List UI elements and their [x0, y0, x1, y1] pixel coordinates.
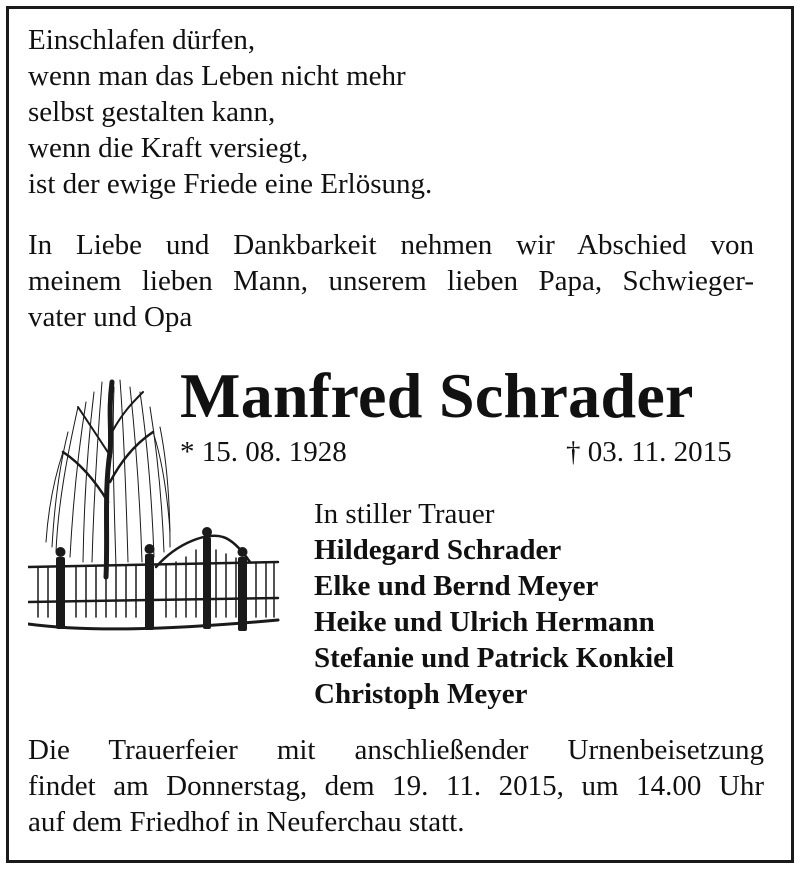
poem-line: ist der ewige Friede eine Erlösung. — [28, 168, 433, 200]
deceased-name: Manfred Schrader — [180, 360, 694, 431]
mourner-name: Elke und Bernd Meyer — [314, 570, 599, 602]
death-date: † 03. 11. 2015 — [566, 436, 732, 468]
intro-text — [28, 227, 754, 335]
intro-line: meinem lieben Mann, unserem lieben Papa, Schwieger- — [28, 265, 754, 297]
poem-line: Einschlafen dürfen, — [28, 24, 256, 56]
funeral-details-line: auf dem Friedhof in Neuferchau statt. — [28, 806, 465, 838]
mourner-name: Hildegard Schrader — [314, 534, 562, 566]
poem — [28, 22, 432, 202]
funeral-details-line: Die Trauerfeier mit anschließender Urnenbeisetzung — [28, 734, 764, 766]
mourner-name: Christoph Meyer — [314, 678, 528, 710]
mourner-name: Heike und Ulrich Hermann — [314, 606, 655, 638]
poem-line: wenn die Kraft versiegt, — [28, 132, 309, 164]
funeral-details — [28, 732, 764, 840]
mourning-heading: In stiller Trauer — [314, 498, 495, 530]
mourner-name: Stefanie und Patrick Konkiel — [314, 642, 675, 674]
funeral-details-line: findet am Donnerstag, dem 19. 11. 2015, um 14.00 Uhr — [28, 770, 764, 802]
mourners-list — [314, 496, 674, 712]
poem-line: selbst gestalten kann, — [28, 96, 276, 128]
intro-line: vater und Opa — [28, 301, 193, 333]
intro-line: In Liebe und Dankbarkeit nehmen wir Abschied von — [28, 229, 754, 261]
poem-line: wenn man das Leben nicht mehr — [28, 60, 406, 92]
birth-date: * 15. 08. 1928 — [180, 436, 347, 468]
